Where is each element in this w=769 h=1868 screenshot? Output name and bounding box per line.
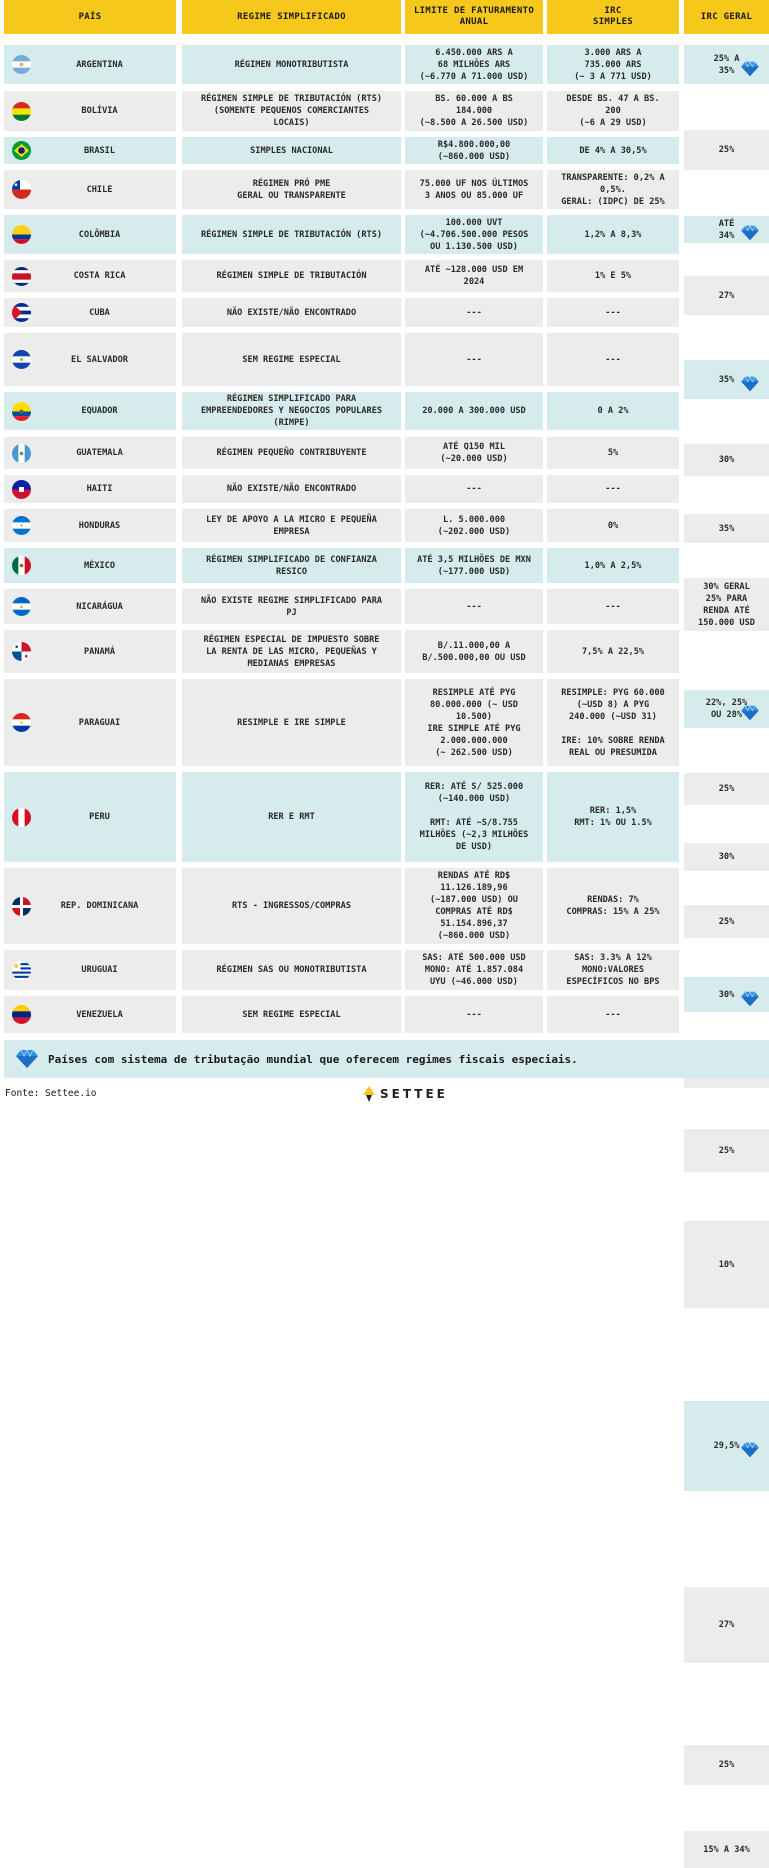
- irc-simples-cell: [547, 868, 679, 944]
- header-pais: PAÍS: [4, 0, 176, 34]
- flag-dominicana-icon: [12, 897, 31, 916]
- flag-peru-icon: [12, 808, 31, 827]
- limite-cell: [405, 45, 543, 84]
- country-name: HAITI: [86, 484, 113, 494]
- regime-cell: [182, 45, 401, 84]
- limite-cell: [405, 772, 543, 862]
- limite-cell: [405, 868, 543, 944]
- regime-cell: [182, 772, 401, 862]
- country-cell: [4, 215, 176, 254]
- regime-text: RÉGIMEN SIMPLIFICADO DE CONFIANZA RESICO: [206, 554, 377, 577]
- regime-cell: [182, 548, 401, 583]
- flag-nicaragua-icon: [12, 597, 31, 616]
- limite-cell: [405, 679, 543, 766]
- flag-argentina-icon: [12, 55, 31, 74]
- irc-simples-cell: [547, 437, 679, 469]
- irc-geral-cell: [684, 276, 769, 315]
- country-name: EL SALVADOR: [71, 354, 128, 365]
- limite-text: 20.000 A 300.000 USD: [422, 406, 526, 416]
- irc-simples-text: 1,0% A 2,5%: [584, 560, 642, 571]
- flag-guatemala-icon: [12, 444, 31, 463]
- limite-cell: [405, 475, 543, 503]
- regime-cell: [182, 589, 401, 624]
- header-regime: REGIME SIMPLIFICADO: [182, 0, 401, 34]
- regime-text: RÉGIMEN SIMPLIFICADO PARA EMPREENDEDORES Y NEGOCIOS POPULARES (RIMPE): [200, 394, 383, 428]
- country-name: GUATEMALA: [76, 448, 123, 458]
- regime-text: RÉGIMEN PEQUEÑO CONTRIBUYENTE: [216, 448, 367, 458]
- flag-bolivia-icon: [12, 102, 31, 121]
- irc-simples-text: DE 4% A 30,5%: [579, 145, 647, 156]
- irc-geral-cell: [684, 578, 769, 631]
- limite-text: 100.000 UVT (~4.706.500.000 PESOS OU 1.130.500 USD): [419, 217, 529, 252]
- country-name: BOLÍVIA: [81, 106, 118, 116]
- limite-text: 75.000 UF NOS ÚLTIMOS 3 ANOS OU 85.000 UF: [419, 178, 529, 201]
- irc-geral-cell: [684, 1401, 769, 1491]
- country-name: NICARÁGUA: [76, 601, 123, 612]
- regime-text: RÉGIMEN SAS OU MONOTRIBUTISTA: [216, 965, 367, 975]
- irc-simples-text: RESIMPLE: PYG 60.000 (~USD 8) A PYG 240.000 (~USD 31) IRE: 10% SOBRE RENDA REAL OU PRESUMIDA: [561, 687, 665, 758]
- limite-cell: [405, 137, 543, 164]
- country-name: EQUADOR: [81, 406, 118, 416]
- country-cell: [4, 772, 176, 862]
- irc-geral-text: 30% GERAL 25% PARA RENDA ATÉ 150.000 USD: [698, 581, 755, 628]
- irc-simples-text: 1% E 5%: [594, 271, 632, 281]
- regime-cell: [182, 679, 401, 766]
- regime-text: RER E RMT: [268, 812, 315, 822]
- irc-simples-cell: [547, 475, 679, 503]
- footer-note-bar: [4, 1040, 769, 1078]
- regime-cell: [182, 437, 401, 469]
- irc-geral-text: 25%: [718, 145, 735, 155]
- irc-geral-cell: [684, 130, 769, 170]
- limite-cell: [405, 298, 543, 327]
- country-name: PARAGUAI: [78, 717, 121, 728]
- irc-geral-text: 30%: [718, 989, 735, 1000]
- irc-simples-cell: [547, 298, 679, 327]
- country-name: URUGUAI: [81, 965, 118, 975]
- irc-geral-cell: [684, 773, 769, 805]
- country-cell: [4, 333, 176, 386]
- irc-geral-cell: [684, 216, 769, 243]
- limite-text: RER: ATÉ S/ 525.000 (~140.000 USD) RMT: ATÉ ~S/8.755 MILHÕES (~2,3 MILHÕES DE USD): [419, 782, 529, 852]
- irc-geral-text: 35%: [718, 523, 735, 534]
- irc-geral-text: 15% A 34%: [703, 1844, 750, 1855]
- limite-cell: [405, 996, 543, 1033]
- limite-cell: [405, 548, 543, 583]
- irc-simples-cell: [547, 333, 679, 386]
- regime-text: RÉGIMEN PRÓ PME GERAL OU TRANSPARENTE: [237, 178, 346, 201]
- regime-text: RTS - INGRESSOS/COMPRAS: [232, 901, 351, 911]
- limite-text: ---: [466, 354, 482, 365]
- irc-geral-text: 30%: [718, 852, 735, 862]
- flag-chile-icon: [12, 180, 31, 199]
- flag-haiti-icon: [12, 480, 31, 499]
- country-cell: [4, 392, 176, 430]
- irc-simples-text: ---: [605, 484, 621, 494]
- regime-text: RÉGIMEN MONOTRIBUTISTA: [234, 59, 349, 70]
- diamond-icon: [739, 1442, 761, 1458]
- irc-geral-text: 22%, 25% OU 28%: [705, 698, 748, 720]
- irc-simples-text: RENDAS: 7% COMPRAS: 15% A 25%: [566, 895, 660, 917]
- country-name: REP. DOMINICANA: [60, 901, 139, 911]
- regime-cell: [182, 215, 401, 254]
- brand-logo: [362, 1086, 448, 1102]
- irc-geral-text: 25%: [718, 1145, 735, 1156]
- irc-simples-text: ---: [605, 354, 621, 365]
- regime-cell: [182, 392, 401, 430]
- irc-geral-cell: [684, 360, 769, 399]
- country-cell: [4, 298, 176, 327]
- flag-mexico-icon: [12, 556, 31, 575]
- irc-simples-text: 0%: [607, 520, 619, 531]
- flag-honduras-icon: [12, 516, 31, 535]
- irc-simples-text: 3.000 ARS A 735.000 ARS (~ 3 A 771 USD): [574, 47, 652, 82]
- regime-text: RÉGIMEN SIMPLE DE TRIBUTACIÓN (RTS): [200, 229, 383, 240]
- regime-text: RÉGIMEN SIMPLE DE TRIBUTACIÓN (RTS) (SOMENTE PEQUENOS COMERCIANTES LOCAIS): [200, 94, 383, 128]
- irc-simples-text: ---: [605, 1009, 621, 1020]
- irc-geral-cell: [684, 1129, 769, 1172]
- country-name: HONDURAS: [78, 520, 121, 531]
- irc-simples-cell: [547, 630, 679, 673]
- diamond-icon: [14, 1049, 40, 1069]
- irc-simples-cell: [547, 170, 679, 209]
- flag-paraguai-icon: [12, 713, 31, 732]
- irc-geral-cell: [684, 977, 769, 1012]
- country-cell: [4, 170, 176, 209]
- irc-geral-cell: [684, 1221, 769, 1308]
- flag-costarica-icon: [12, 267, 31, 286]
- country-name: ARGENTINA: [76, 59, 123, 70]
- irc-simples-text: TRANSPARENTE: 0,2% A 0,5%. GERAL: (IDPC) DE 25%: [561, 172, 665, 207]
- limite-text: RESIMPLE ATÉ PYG 80.000.000 (~ USD 10.500) IRE SIMPLE ATÉ PYG 2.000.000.000 (~ 262.500 USD): [427, 687, 521, 758]
- regime-cell: [182, 170, 401, 209]
- limite-text: B/.11.000,00 A B/.500.000,00 OU USD: [422, 640, 526, 663]
- irc-simples-text: 0 A 2%: [597, 406, 629, 416]
- country-name: COLÔMBIA: [78, 229, 121, 240]
- irc-simples-cell: [547, 215, 679, 254]
- irc-simples-cell: [547, 589, 679, 624]
- regime-cell: [182, 91, 401, 131]
- flag-equador-icon: [12, 402, 31, 421]
- country-cell: [4, 91, 176, 131]
- flag-colombia-icon: [12, 225, 31, 244]
- country-cell: [4, 996, 176, 1033]
- header-irc-geral: IRC GERAL: [684, 0, 769, 34]
- limite-cell: [405, 950, 543, 990]
- diamond-icon: [739, 991, 761, 1007]
- flag-panama-icon: [12, 642, 31, 661]
- irc-geral-cell: [684, 514, 769, 543]
- limite-text: ATÉ ~128.000 USD EM 2024: [424, 265, 524, 287]
- diamond-icon: [739, 376, 761, 392]
- regime-text: SEM REGIME ESPECIAL: [242, 354, 341, 365]
- regime-text: RÉGIMEN SIMPLE DE TRIBUTACIÓN: [216, 271, 367, 281]
- limite-cell: [405, 630, 543, 673]
- irc-simples-text: ---: [605, 307, 621, 318]
- country-cell: [4, 589, 176, 624]
- irc-simples-cell: [547, 45, 679, 84]
- irc-geral-text: ATÉ 34%: [718, 218, 735, 241]
- country-cell: [4, 45, 176, 84]
- regime-cell: [182, 137, 401, 164]
- irc-geral-cell: [684, 843, 769, 871]
- country-name: CHILE: [86, 184, 113, 195]
- irc-simples-cell: [547, 679, 679, 766]
- country-cell: [4, 679, 176, 766]
- regime-text: NÃO EXISTE/NÃO ENCONTRADO: [226, 307, 357, 318]
- limite-cell: [405, 260, 543, 292]
- flag-brasil-icon: [12, 141, 31, 160]
- country-name: CUBA: [89, 307, 110, 318]
- regime-cell: [182, 996, 401, 1033]
- regime-text: LEY DE APOYO A LA MICRO E PEQUEÑA EMPRESA: [206, 514, 377, 537]
- limite-text: ATÉ Q150 MIL (~20.000 USD): [440, 442, 508, 464]
- regime-cell: [182, 475, 401, 503]
- brand-name: SETTEE: [380, 1087, 448, 1101]
- irc-geral-text: 27%: [718, 290, 735, 301]
- limite-text: RENDAS ATÉ RD$ 11.126.189,96 (~187.000 USD) OU COMPRAS ATÉ RD$ 51.154.896,37 (~860.000 USD): [430, 871, 518, 941]
- country-cell: [4, 260, 176, 292]
- regime-cell: [182, 868, 401, 944]
- country-cell: [4, 630, 176, 673]
- irc-geral-text: 29,5%: [713, 1441, 740, 1451]
- country-name: MÉXICO: [83, 560, 116, 571]
- limite-text: BS. 60.000 A BS 184.000 (~8.500 A 26.500 USD): [419, 94, 529, 128]
- country-name: COSTA RICA: [73, 271, 126, 281]
- regime-text: NÃO EXISTE/NÃO ENCONTRADO: [226, 484, 357, 494]
- limite-cell: [405, 170, 543, 209]
- footer-note: Países com sistema de tributação mundial que oferecem regimes fiscais especiais.: [48, 1052, 578, 1066]
- irc-geral-text: 10%: [718, 1259, 735, 1270]
- flag-cuba-icon: [12, 303, 31, 322]
- limite-cell: [405, 509, 543, 542]
- limite-text: ---: [466, 1009, 482, 1020]
- regime-cell: [182, 260, 401, 292]
- irc-simples-cell: [547, 137, 679, 164]
- irc-geral-text: 25%: [718, 784, 735, 794]
- limite-text: L. 5.000.000 (~202.000 USD): [437, 514, 511, 537]
- irc-geral-cell: [684, 444, 769, 476]
- regime-text: RESIMPLE E IRE SIMPLE: [237, 717, 346, 728]
- irc-simples-cell: [547, 509, 679, 542]
- limite-text: ---: [466, 484, 482, 494]
- irc-simples-cell: [547, 260, 679, 292]
- source-label: Fonte: Settee.io: [5, 1088, 97, 1099]
- irc-geral-text: 25% A 35%: [713, 53, 740, 76]
- diamond-icon: [739, 225, 761, 241]
- irc-simples-text: 1,2% A 8,3%: [584, 229, 642, 240]
- regime-text: SEM REGIME ESPECIAL: [242, 1009, 341, 1020]
- country-cell: [4, 475, 176, 503]
- country-name: PANAMÁ: [83, 646, 116, 657]
- irc-simples-text: 5%: [607, 448, 619, 458]
- country-name: VENEZUELA: [76, 1009, 123, 1020]
- irc-geral-cell: [684, 905, 769, 938]
- country-cell: [4, 548, 176, 583]
- irc-simples-text: SAS: 3.3% A 12% MONO:VALORES ESPECÍFICOS NO BPS: [566, 953, 660, 987]
- irc-geral-cell: [684, 1587, 769, 1663]
- irc-geral-cell: [684, 45, 769, 84]
- country-cell: [4, 950, 176, 990]
- irc-geral-text: 25%: [718, 916, 735, 927]
- limite-cell: [405, 392, 543, 430]
- flag-elsalvador-icon: [12, 350, 31, 369]
- irc-simples-cell: [547, 950, 679, 990]
- limite-text: ---: [466, 601, 482, 612]
- limite-cell: [405, 91, 543, 131]
- flag-uruguai-icon: [12, 961, 31, 980]
- limite-cell: [405, 589, 543, 624]
- irc-simples-cell: [547, 772, 679, 862]
- irc-geral-cell: [684, 1745, 769, 1785]
- limite-text: SAS: ATÉ 500.000 USD MONO: ATÉ 1.857.084 UYU (~46.000 USD): [422, 953, 526, 987]
- diamond-icon: [739, 705, 761, 721]
- flag-venezuela-icon: [12, 1005, 31, 1024]
- country-cell: [4, 437, 176, 469]
- irc-geral-text: 30%: [718, 455, 735, 465]
- irc-geral-cell: [684, 690, 769, 728]
- limite-cell: [405, 215, 543, 254]
- regime-cell: [182, 298, 401, 327]
- country-name: PERU: [89, 812, 110, 822]
- header-limite: LIMITE DE FATURAMENTO ANUAL: [405, 0, 543, 34]
- regime-text: RÉGIMEN ESPECIAL DE IMPUESTO SOBRE LA RENTA DE LAS MICRO, PEQUEÑAS Y MEDIANAS EMPRESAS: [203, 634, 380, 669]
- settee-logo-icon: [362, 1086, 376, 1102]
- regime-text: NÃO EXISTE REGIME SIMPLIFICADO PARA PJ: [200, 595, 383, 618]
- regime-cell: [182, 630, 401, 673]
- country-cell: [4, 868, 176, 944]
- irc-simples-cell: [547, 548, 679, 583]
- regime-text: SIMPLES NACIONAL: [250, 145, 333, 156]
- diamond-icon: [739, 61, 761, 77]
- limite-text: 6.450.000 ARS A 68 MILHÕES ARS (~6.770 A 71.000 USD): [419, 47, 529, 82]
- irc-simples-text: DESDE BS. 47 A BS. 200 (~6 A 29 USD): [566, 94, 660, 128]
- limite-cell: [405, 437, 543, 469]
- limite-text: ---: [466, 307, 482, 318]
- country-cell: [4, 137, 176, 164]
- regime-cell: [182, 950, 401, 990]
- country-name: BRASIL: [83, 145, 116, 156]
- limite-text: R$4.800.000,00 (~860.000 USD): [437, 139, 511, 162]
- irc-simples-text: RER: 1,5% RMT: 1% OU 1.5%: [574, 806, 652, 828]
- limite-text: ATÉ 3,5 MILHÕES DE MXN (~177.000 USD): [417, 554, 531, 577]
- irc-simples-text: 7,5% A 22,5%: [581, 646, 645, 657]
- country-cell: [4, 509, 176, 542]
- limite-cell: [405, 333, 543, 386]
- header-irc-simples: IRC SIMPLES: [547, 0, 679, 34]
- irc-geral-text: 27%: [718, 1620, 735, 1630]
- irc-geral-cell: [684, 1831, 769, 1868]
- irc-geral-text: 25%: [718, 1760, 735, 1770]
- regime-cell: [182, 509, 401, 542]
- irc-simples-text: ---: [605, 601, 621, 612]
- irc-geral-text: 35%: [718, 374, 735, 385]
- irc-simples-cell: [547, 996, 679, 1033]
- irc-simples-cell: [547, 392, 679, 430]
- irc-simples-cell: [547, 91, 679, 131]
- regime-cell: [182, 333, 401, 386]
